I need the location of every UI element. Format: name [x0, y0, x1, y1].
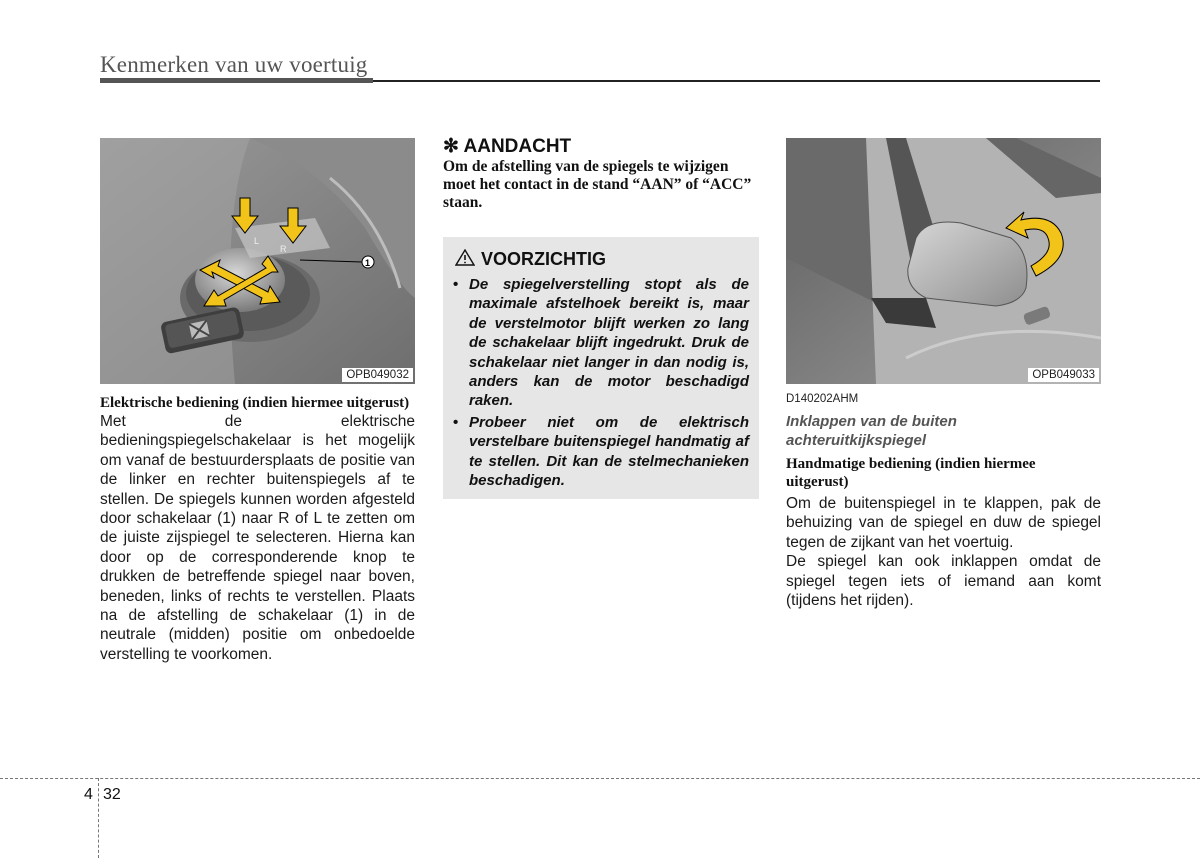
caution-box — [443, 237, 759, 499]
asterisk-icon: ✻ — [443, 136, 459, 157]
page-number: 32 — [103, 786, 121, 803]
warning-triangle-icon — [455, 249, 475, 266]
col3-paragraph-2: De spiegel kan ook inklappen omdat de spiegel tegen iets of iemand aan komt (tijdens het rijden). — [786, 553, 1101, 610]
caution-item: • De spiegelverstelling stopt als de maximale afstelhoek bereikt is, maar de verstelmotor blijft werken zo lang de schakelaar blijft ingedrukt. Druk de schakelaar niet langer in dan nodig is, anders kan de motor beschadigd raken. — [453, 276, 749, 410]
callout-1: 1 — [365, 258, 371, 268]
col3-heading: Handmatige bediening (indien hiermee uitgerust) — [786, 456, 1036, 490]
caution-item: • Probeer niet om de elektrisch verstelbare buitenspiegel handmatig af te stellen. Dit kan de stelmechanieken beschadigen. — [453, 413, 749, 490]
aandacht-body: Om de afstelling van de spiegels te wijzigen moet het contact in de stand “AAN” of “ACC” staan. — [443, 158, 752, 211]
col3-subhead: Inklappen van de buiten achteruitkijkspiegel — [786, 413, 957, 449]
aandacht-title: AANDACHT — [463, 136, 572, 157]
figure-mirror-switch — [100, 138, 415, 384]
caution-heading — [455, 249, 606, 270]
switch-label-left: L — [254, 236, 260, 246]
figure-code-right: OPB049033 — [1028, 368, 1099, 382]
caution-title: VOORZICHTIG — [481, 249, 606, 269]
header-rule-accent — [100, 78, 373, 83]
col1-body: Met de elektrische bedieningspiegelschakelaar is het mogelijk om vanaf de bestuurdersplaats de positie van de linker en rechter buitenspiegels af te stellen. De spiegels kunnen worden afgesteld door schakelaar (1) naar R of L te zetten om de juiste zijspiegel te selecteren. Hierna kan door op de corresponderende knop te drukken de betreffende spiegel naar boven, beneden, links of rechts te verstellen. Plaats na de afstelling de schakelaar (1) in de neutrale (midden) positie om onbedoelde verstelling te voorkomen. — [100, 413, 415, 663]
page-header-title: Kenmerken van uw voertuig — [100, 52, 368, 77]
chapter-number: 4 — [84, 786, 93, 803]
mirror-switch-illustration — [100, 138, 415, 384]
footer-divider — [98, 778, 99, 858]
reference-code: D140202AHM — [786, 393, 859, 405]
footer-rule — [0, 778, 1200, 779]
folding-mirror-illustration — [786, 138, 1101, 384]
figure-code-left: OPB049032 — [342, 368, 413, 382]
figure-folding-mirror — [786, 138, 1101, 384]
switch-label-right: R — [280, 244, 287, 254]
caution-list — [453, 275, 749, 492]
aandacht-heading — [443, 136, 759, 158]
col3-paragraph-1: Om de buitenspiegel in te klappen, pak de behuizing van de spiegel en duw de spiegel tegen de zijkant van het voertuig. — [786, 495, 1101, 551]
col1-heading: Elektrische bediening (indien hiermee uitgerust) — [100, 395, 410, 411]
